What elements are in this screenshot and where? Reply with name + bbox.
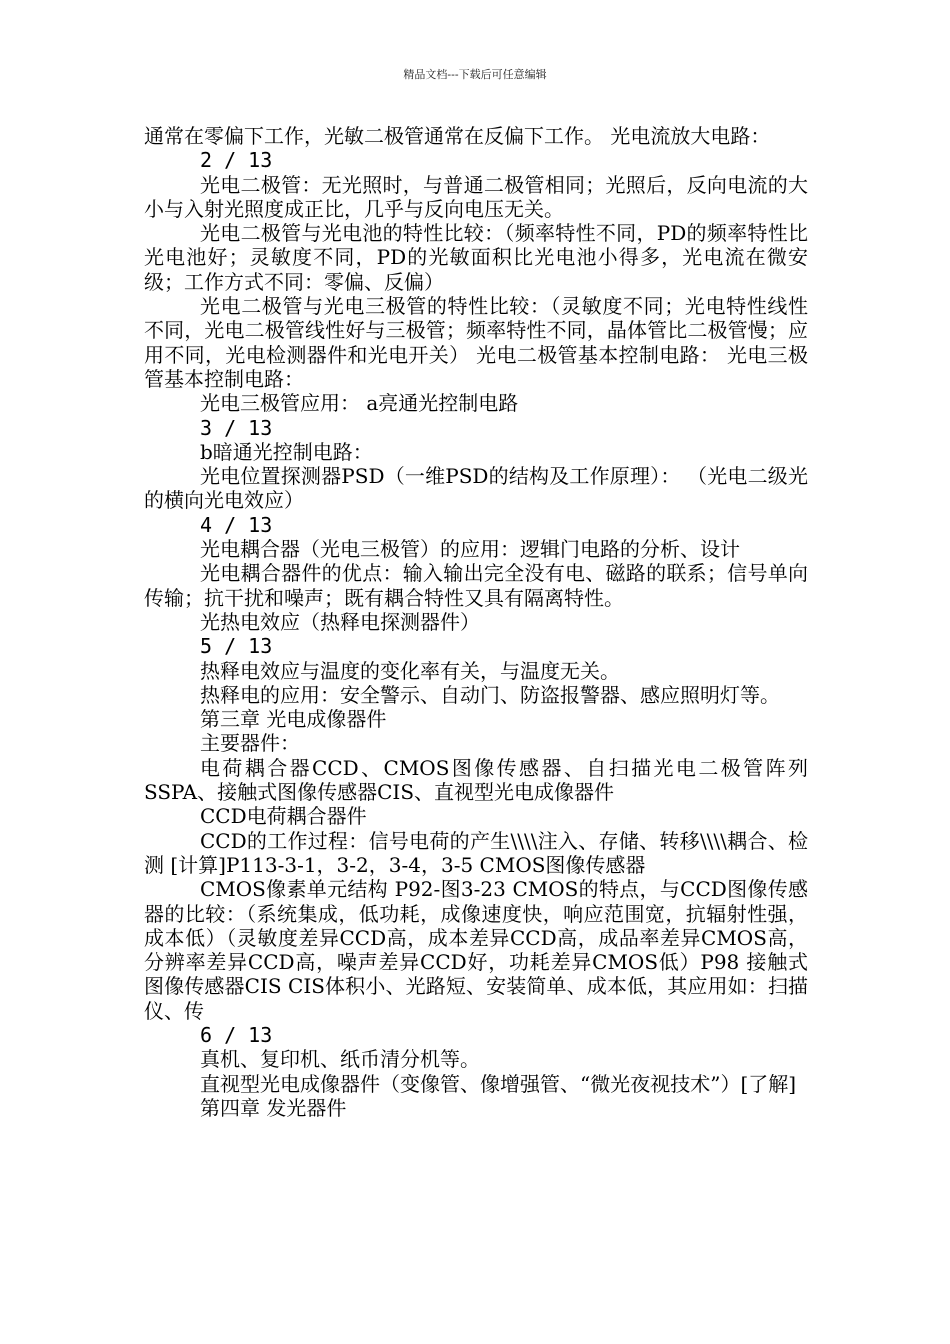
paragraph: 主要器件： [200,731,300,756]
paragraph: 第三章 光电成像器件 [200,707,387,732]
paragraph: 直视型光电成像器件（变像管、像增强管、“微光夜视技术”）[了解] [200,1071,797,1096]
paragraph: CCD的工作过程：信号电荷的产生\\\\注入、存储、转移\\\\耦合、检测 [计算]P113-3-1，3-2，3-4，3-5 CMOS图像传感器 [144,828,808,877]
paragraph: 电荷耦合器CCD、CMOS图像传感器、自扫描光电二极管阵列SSPA、接触式图像传感器CIS、直视型光电成像器件 [144,755,808,805]
paragraph: 热释电的应用：安全警示、自动门、防盗报警器、感应照明灯等。 [200,682,780,707]
page-number: 2 / 13 [200,148,273,173]
paragraph: 光电耦合器（光电三极管）的应用：逻辑门电路的分析、设计 [200,537,740,562]
page-number: 6 / 13 [200,1022,273,1047]
paragraph: 第四章 发光器件 [200,1095,347,1120]
paragraph: 光电位置探测器PSD（一维PSD的结构及工作原理）： （光电二级光的横向光电效应） [144,464,808,513]
page-number: 5 / 13 [200,634,273,659]
page-number: 3 / 13 [200,415,273,440]
document-body [144,124,808,1120]
paragraph: CMOS像素单元结构 P92-图3-23 CMOS的特点，与CCD图像传感器的比较：（系统集成，低功耗，成像速度快，响应范围宽，抗辐射性强，成本低）（灵敏度差异CCD高，成本差异CCD高，成品率差异CMOS高，分辨率差异CCD高，噪声差异CCD好，功耗差异CMOS低）P98 接触式图像传感器CIS CIS体积小、光路短、安装简单、成本低，其应用如：扫描仪、传 [144,877,808,1023]
page-number: 4 / 13 [200,512,273,537]
paragraph: b暗通光控制电路： [200,439,373,464]
paragraph: CCD电荷耦合器件 [200,804,367,829]
page-header: 精品文档---下载后可任意编辑 [403,68,547,81]
paragraph: 光电二极管与光电池的特性比较：（频率特性不同，PD的频率特性比光电池好；灵敏度不同，PD的光敏面积比光电池小得多，光电流在微安级；工作方式不同：零偏、反偏） [144,221,808,294]
paragraph: 光电二极管与光电三极管的特性比较：（灵敏度不同；光电特性线性不同，光电二极管线性好与三极管；频率特性不同，晶体管比二极管慢；应用不同，光电检测器件和光电开关） 光电二极管基本控制电路： 光电三极管基本控制电路： [144,294,808,391]
paragraph: 光电耦合器件的优点：输入输出完全没有电、磁路的联系；信号单向传输；抗干扰和噪声；既有耦合特性又具有隔离特性。 [144,561,808,610]
paragraph: 光电三极管应用： a亮通光控制电路 [200,391,519,416]
paragraph: 光热电效应（热释电探测器件） [200,609,480,634]
paragraph: 真机、复印机、纸币清分机等。 [200,1047,480,1072]
paragraph: 光电二极管：无光照时，与普通二极管相同；光照后，反向电流的大小与入射光照度成正比，几乎与反向电压无关。 [144,172,808,221]
paragraph: 热释电效应与温度的变化率有关，与温度无关。 [200,658,620,683]
paragraph: 通常在零偏下工作，光敏二极管通常在反偏下工作。 光电流放大电路： [144,124,771,148]
